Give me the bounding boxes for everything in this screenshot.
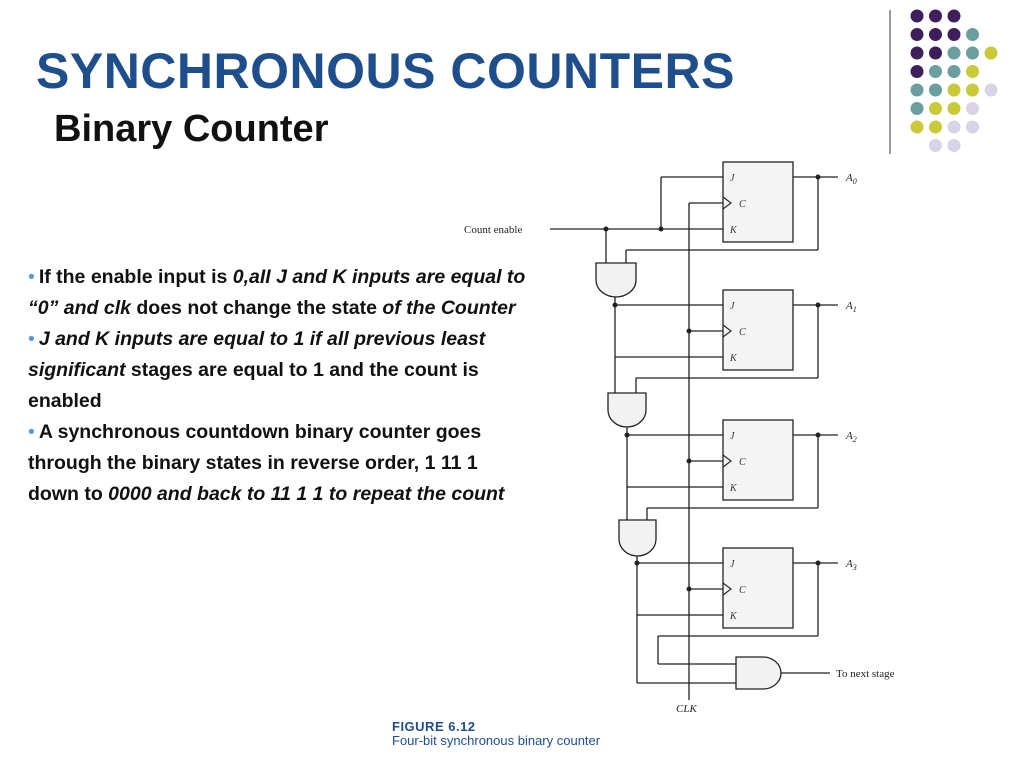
decorative-dot bbox=[985, 47, 998, 60]
circuit-wires bbox=[550, 177, 838, 700]
decorative-dot bbox=[985, 84, 998, 97]
decorative-dot bbox=[929, 121, 942, 134]
and-gate-1 bbox=[596, 263, 636, 297]
clock-label: CLK bbox=[676, 703, 697, 715]
decorative-dot bbox=[929, 102, 942, 115]
and-gate-3 bbox=[619, 520, 656, 556]
flipflop-1-pin-j: J bbox=[730, 301, 735, 312]
decorative-dot bbox=[966, 84, 979, 97]
figure-caption-text: Four-bit synchronous binary counter bbox=[392, 733, 601, 748]
count-enable-label: Count enable bbox=[464, 224, 523, 236]
decorative-dot bbox=[948, 28, 961, 41]
decorative-dot bbox=[911, 102, 924, 115]
bullet-text-segment: does not change the state bbox=[130, 297, 383, 319]
figure-caption bbox=[392, 720, 600, 748]
decorative-dot bbox=[948, 121, 961, 134]
decorative-dot bbox=[929, 47, 942, 60]
output-label-3: $A_3$ bbox=[846, 558, 857, 572]
output-label-0: $A_0$ bbox=[846, 172, 857, 186]
bullet-text-segment: stages are equal to 1 and the count is enabled bbox=[28, 359, 479, 412]
and-gate-2 bbox=[608, 393, 646, 427]
flipflop-3-pin-k: K bbox=[730, 611, 737, 622]
flipflop-0-pin-j: J bbox=[730, 173, 735, 184]
flipflop-3-pin-j: J bbox=[730, 559, 735, 570]
decorative-dot bbox=[948, 139, 961, 152]
clock-edge-markers bbox=[723, 197, 731, 595]
counter-circuit-diagram bbox=[440, 150, 940, 716]
bullet-text-segment: 0000 and back to 11 1 1 to repeat the count bbox=[108, 483, 505, 505]
slide-subtitle: Binary Counter bbox=[54, 108, 329, 150]
bullet-text-segment: of the Counter bbox=[382, 297, 516, 319]
decorative-dot bbox=[966, 65, 979, 78]
decorative-dot bbox=[929, 10, 942, 23]
bullet-text-segment: 0,aII J and K inputs are equal to “0” and clk bbox=[28, 266, 526, 319]
slide-title: SYNCHRONOUS COUNTERS bbox=[36, 43, 735, 99]
and-gate-final bbox=[736, 657, 781, 689]
decorative-dot bbox=[966, 121, 979, 134]
flipflop-2-pin-k: K bbox=[730, 483, 737, 494]
flipflop-1-pin-k: K bbox=[730, 353, 737, 364]
flipflop-2-pin-j: J bbox=[730, 431, 735, 442]
decorative-dot bbox=[966, 102, 979, 115]
decorative-dot bbox=[966, 28, 979, 41]
decorative-dot bbox=[929, 65, 942, 78]
flipflop-2-pin-c: C bbox=[739, 457, 746, 468]
decorative-dot bbox=[948, 84, 961, 97]
figure-number: FIGURE 6.12 bbox=[392, 719, 476, 734]
bullet-marker: • bbox=[28, 328, 35, 350]
decorative-dot bbox=[911, 65, 924, 78]
decorative-dot bbox=[911, 10, 924, 23]
flipflop-0-pin-c: C bbox=[739, 199, 746, 210]
bullet-text-segment: If the enable input is bbox=[38, 266, 233, 288]
decorative-dot bbox=[966, 47, 979, 60]
bullet-marker: • bbox=[28, 266, 35, 288]
bullet-text-segment: J and K inputs are equal to 1 if all previous least significant bbox=[28, 328, 486, 381]
vertical-divider bbox=[889, 10, 891, 154]
flipflop-3-pin-c: C bbox=[739, 585, 746, 596]
decorative-dot bbox=[948, 10, 961, 23]
decorative-dot bbox=[911, 47, 924, 60]
decorative-dot bbox=[929, 28, 942, 41]
output-label-1: $A_1$ bbox=[846, 300, 857, 314]
output-label-2: $A_2$ bbox=[846, 430, 857, 444]
flipflop-0-pin-k: K bbox=[730, 225, 737, 236]
decorative-dot bbox=[929, 84, 942, 97]
flipflop-1-pin-c: C bbox=[739, 327, 746, 338]
next-stage-label: To next stage bbox=[836, 668, 895, 680]
decorative-dot bbox=[948, 47, 961, 60]
decorative-dot bbox=[911, 28, 924, 41]
decorative-dot bbox=[948, 102, 961, 115]
bullet-text-segment: A synchronous countdown binary counter goes through the binary states in reverse order, 1 11 1 down to bbox=[28, 421, 482, 505]
bullet-marker: • bbox=[28, 421, 35, 443]
decorative-dot bbox=[911, 84, 924, 97]
decorative-dot bbox=[911, 121, 924, 134]
decorative-dot bbox=[948, 65, 961, 78]
